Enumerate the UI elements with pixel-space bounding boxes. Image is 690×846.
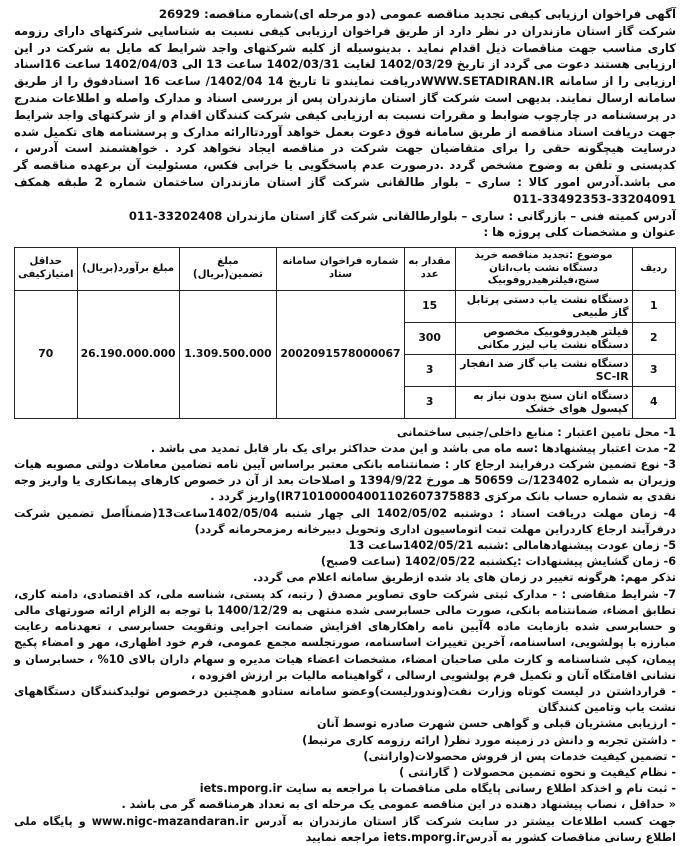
row-number: 2 — [632, 322, 675, 354]
col-header-row: ردیف — [632, 248, 675, 291]
detail-item: 4- زمان مهلت دریافت اسناد : دوشنبه 1402/05/02 الی چهار شنبه 1402/05/04ساعت13(ضمناًاصل تضمین شرکت درفرآیند ارجاع کاردراین مهلت تبت اتوماسیون اداری وتحویل دبیرخانه رمزمحرمانه گردد) — [14, 506, 676, 536]
detail-item: 1- محل تامین اعتبار : منابع داخلی/جنبی ساختمانی — [396, 425, 676, 439]
detail-item: - نظام کیفیت و نحوه تضمین محصولات ( گارانتی ) — [399, 765, 676, 779]
table-header-row — [15, 248, 676, 291]
table-row — [15, 290, 676, 322]
row-number: 1 — [632, 290, 675, 322]
notice-title: آگهی فراخوان ارزیابی کیفی تجدید مناقصه عمومی (دو مرحله ای)شماره مناقصه: 26929 — [158, 7, 676, 21]
detail-item: 7- شرایط متقاضی : - مدارک ثبتی شرکت حاوی تصاویر مصدق ( رتبه، کد پستی، شناسه ملی، کد اقتصادی، دامنه کاری، تطابق امضاء، ضمانتنامه بانکی، صورت مالی حسابرسی شده منتهی به 1400/12/29 با توجه به الزام ارائه صورتهای مالی و حسابرسی شده بازمایت ماده 4آیین نامه راهکارهای افزایش ضمانت اجرایی وتقویت حسابرسی ، تعهدنامه رعایت مبارزه با پولشویی، اساسنامه، آخرین تغییرات اساسنامه، صورتجلسه مجمع عمومی، فرم خود اظهاری، مهر و امضاء پکیج پیمان، کپی شناسنامه و کارت ملی صاحبان امضاء، مشخصات اعضاء هیات مدیره و سهام داران بالای 10% ، حسابرسان و نشانی اقامتگاه آنان و تکمیل فرم پولشویی ارسالی ، گواهینامه مالیات بر ارزش افزوده ، — [14, 587, 676, 682]
item-title: دستگاه نشت یاب گاز ضد انفجار SC-IR — [455, 354, 632, 386]
contact-footer: جهت کسب اطلاعات بیشتر در سایت شرکت گاز استان مازندران به آدرس www.nigc-mazandaran.ir و پایگاه ملی اطلاع رسانی مناقصات کشور به آدرسiets.mporg.ir مراجعه نمایید — [14, 814, 676, 844]
row-number: 3 — [632, 354, 675, 386]
item-title: دستگاه نشت یاب دستی پرتابل گاز طبیعی — [455, 290, 632, 322]
row-number: 4 — [632, 386, 675, 418]
item-qty: 3 — [404, 354, 455, 386]
item-qty: 300 — [404, 322, 455, 354]
tender-number: 2002091578000067 — [277, 290, 404, 418]
col-header-min-score: حداقل امتیازکیفی — [15, 248, 78, 291]
detail-item: - تضمین کیفیت خدمات پس از فروش محصولات(وارانتی) — [363, 749, 676, 763]
col-header-guarantee: مبلغ تضمین(بریال) — [179, 248, 277, 291]
notice-paragraph: شرکت گاز استان مازندران در نظر دارد از طریق فراخوان ارزیابی کیفی نسبت به شناسایی شرکتهای دارای رزومه کاری مناسب جهت مناقصات ذیل اقدام نماید . بدینوسیله از کلیه شرکتهای واجد شرایط که مایل به شرکت در این ارزیابی هستند دعوت می گردد از تاریخ 1402/03/29 لغایت 1402/03/31 ساعت 13 الی 1402/04/03 ساعت 16اسناد ارزیابی را از سامانه WWW.SETADIRAN.IRدریافت نمایندو تا تاریخ 14 1402/04/ ساعت 16 اسنادفوق را از طریق سامانه ارسال نمایند. بدیهی است شرکت گاز استان مازندران پس از بررسی اسناد و مدارک واصله و اطلاعات مندرج در پرسشنامه در چارچوب ضوابط و مقررات نسبت به ارزیابی کیفی شرکت کنندگان اقدام و از شرکتهای واجد شرایط جهت دریافت اسناد مناقصه از طریق سامانه فوق دعوت بعمل خواهد آوردتاارائه مدارک و پرسشنامه های تکمیل شده درسایت هیچگونه حقی را برای متقاضیان جهت شرکت در مناقصه ایجاد نخواهد کرد . خواهشمند است آدرس ، کدپستی و تلفن به وضوح مشخص گردد .درصورت عدم پاسخگویی یا خرابی فکس، مسئولیت آن برعهده مناقصه گر می باشد.آدرس امور کالا : ساری – بلوار طالقانی شرکت گاز استان مازندران ساختمان شماره 2 طبقه همکف 33204091-33492353-011 — [14, 23, 676, 206]
technical-committee-address: آدرس کمیته فنی – بازرگانی : ساری – بلوارطالقانی شرکت گاز استان مازندران 33202408-011 — [128, 208, 676, 223]
col-header-subject: موضوع :تجدید مناقصه خرید دستگاه نشت یاب،اتان سنج،فیلترهیدروفوبیک — [455, 248, 632, 291]
min-quality-score: 70 — [15, 290, 78, 418]
detail-item: 3- نوع تضمین شرکت درفرایند ارجاع کار : ضمانتنامه بانکی معتبر براساس آیین نامه تضامین معاملات دولتی مصوبه هیات وزیران به شماره 123402/ت 50659 هـ مورخ 1394/9/22 و اصلاحات بعد از آن در خصوص کارهای پیمانکاری یا واریز وجه نقدی به شماره حساب بانک مرکزی IR710100004001102607375883)واریز گردد . — [14, 458, 677, 504]
col-header-tender-no: شماره فراخوان سامانه ستاد — [277, 248, 404, 291]
item-qty: 3 — [404, 386, 455, 418]
notice-intro — [14, 6, 676, 241]
detail-item: - داشتن تجربه و دانش در زمینه مورد نظر( ارائه رزومه کاری مرتبط) — [302, 733, 676, 747]
detail-item: - قرارداشتن در لیست کوتاه وزارت نفت(وندورلیست)وعضو سامانه ستادو همچنین درخصوص تولیدکنندگان دستگاههای نشت یاب وتامین کنندگان — [14, 684, 676, 715]
detail-item: 6- زمان گشایش پیشنهادات :یکشنبه 1402/05/22 (ساعت 9صبح) — [320, 555, 676, 569]
projects-section-title: عنوان و مشخصات کلی پروژه ها : — [483, 225, 676, 240]
item-title: دستگاه اتان سنج بدون نیاز به کپسول هوای خشک — [455, 386, 632, 418]
important-note: تذکر مهم: هرگونه تغییر در زمان های یاد شده ازطریق سامانه اعلام می گردد. — [253, 571, 676, 585]
detail-item: 2- مدت اعتبار پیشنهادها :سه ماه می باشد و این مدت حداکثر برای یک بار قابل تمدید می باشد . — [150, 441, 676, 455]
detail-item: « حداقل ، نصاب پیشنهاد دهنده در این مناقصه عمومی یک مرحله ای به تعداد هرمناقصه گر می باشد . — [121, 798, 676, 812]
item-qty: 15 — [404, 290, 455, 322]
tender-items-table — [14, 247, 676, 419]
estimate-amount: 26.190.000.000 — [77, 290, 179, 418]
detail-item: 5- زمان عودت پیشنهادهامالی :شنبه 1402/05/21ساعت 13 — [348, 539, 676, 553]
item-title: فیلتر هیدروفوبیک مخصوص دستگاه نشت یاب لیزر مکانی — [455, 322, 632, 354]
col-header-qty: مقدار به عدد — [404, 248, 455, 291]
col-header-estimate: مبلغ برآورد(بریال) — [77, 248, 179, 291]
notice-details — [14, 425, 676, 846]
detail-item: - ثبت نام و اخذکد اطلاع رسانی پایگاه ملی مناقصات با مراجعه به سایت iets.mporg.ir — [199, 782, 676, 796]
guarantee-amount: 1.309.500.000 — [179, 290, 277, 418]
detail-item: - ارزیابی مشتریان قبلی و گواهی حسن شهرت صادره توسط آنان — [316, 717, 676, 731]
